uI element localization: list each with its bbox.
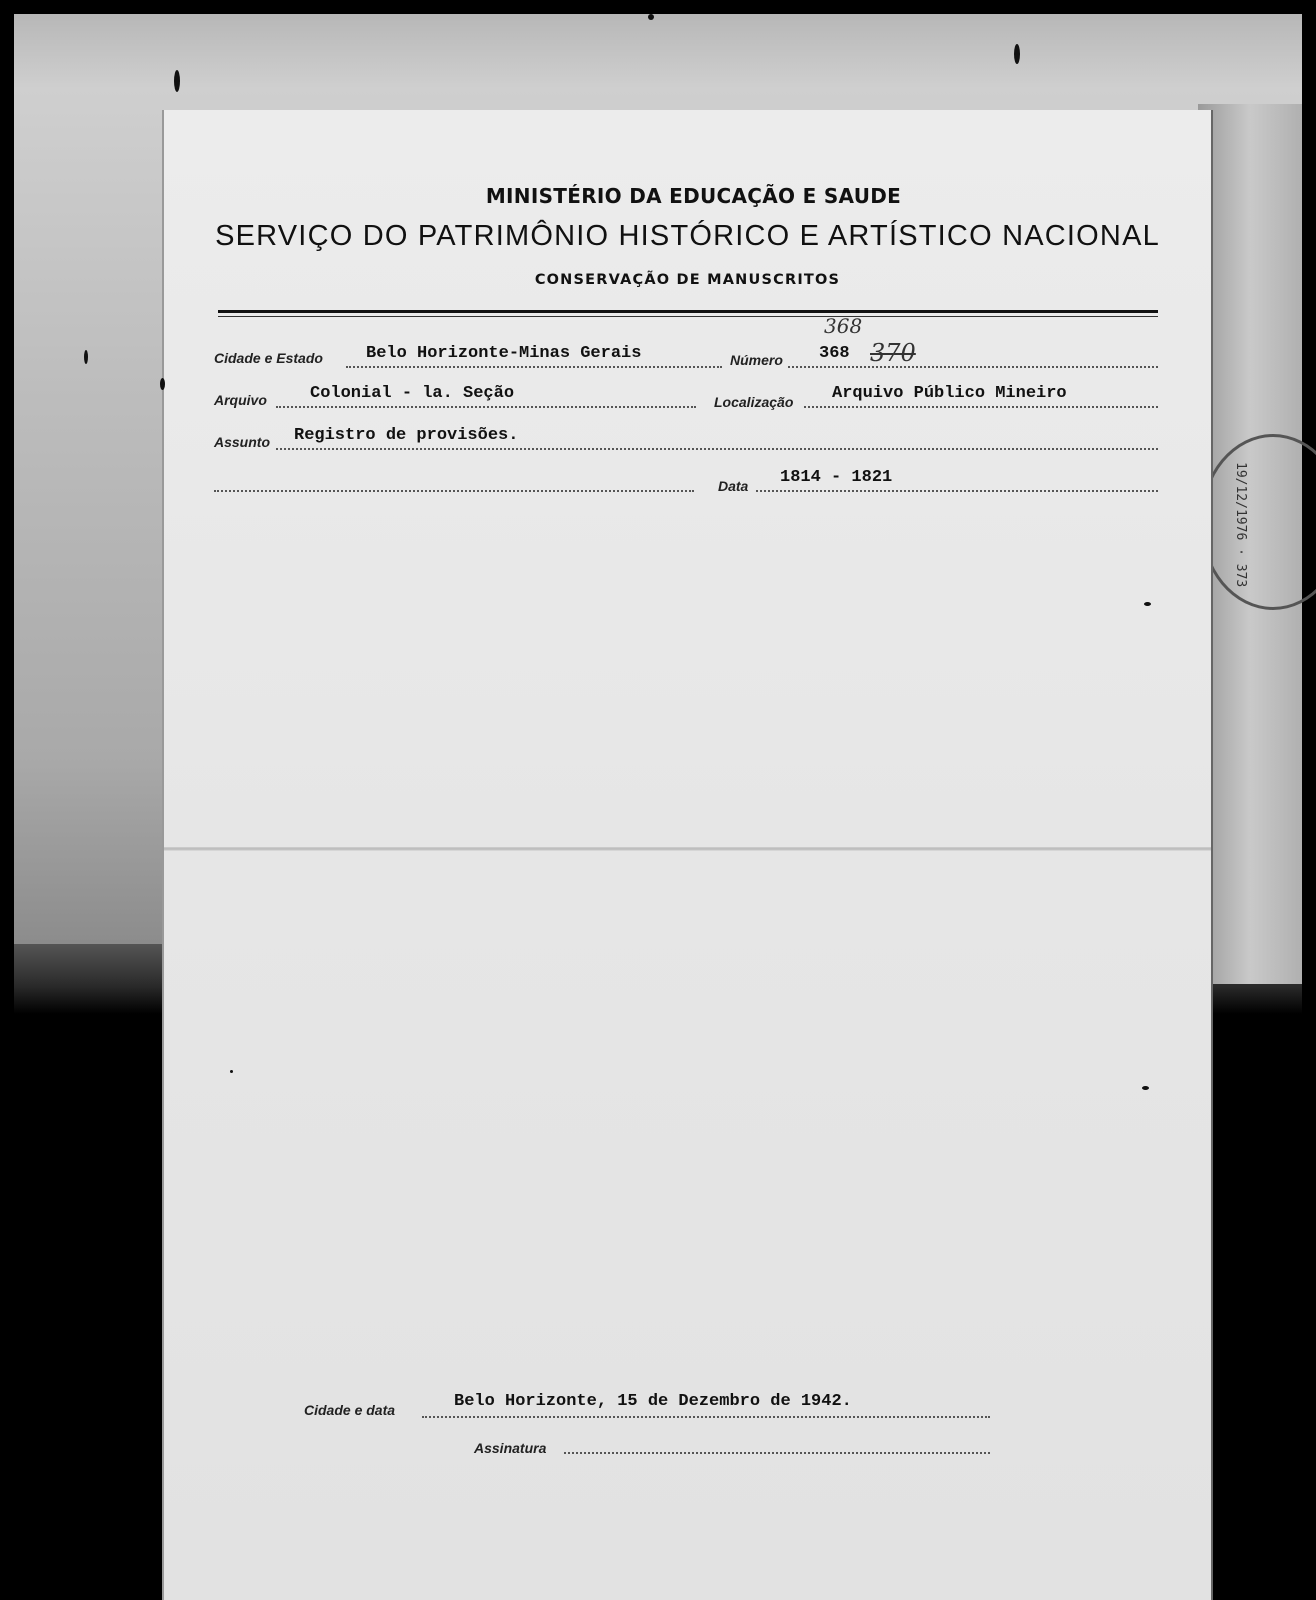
numero-handwritten-correction: 368 <box>824 314 863 338</box>
service-heading: SERVIÇO DO PATRIMÔNIO HISTÓRICO E ARTÍSTICO NACIONAL <box>215 220 1160 252</box>
mark <box>1144 602 1151 606</box>
numero-struck-value: 370 <box>870 339 916 367</box>
cidade-estado-line <box>346 366 722 368</box>
header-rule-thin <box>218 316 1158 317</box>
scan-background <box>14 14 1302 1586</box>
localizacao-line <box>804 406 1158 408</box>
numero-label: Número <box>730 352 783 368</box>
blank-line <box>214 490 694 492</box>
cidade-data-label: Cidade e data <box>304 1402 396 1418</box>
assinatura-label: Assinatura <box>474 1440 547 1456</box>
data-value: 1814 - 1821 <box>780 468 893 487</box>
stamp-text: 19/12/1976373 <box>1233 462 1248 588</box>
localizacao-label: Localização <box>714 394 794 410</box>
assunto-value: Registro de provisões. <box>294 426 519 445</box>
assunto-label: Assunto <box>214 434 270 450</box>
fold-line <box>164 847 1211 851</box>
numero-value: 368 <box>819 344 850 363</box>
arquivo-value: Colonial - la. Seção <box>310 384 515 403</box>
header-rule <box>218 310 1158 313</box>
mark <box>230 1070 233 1073</box>
arquivo-label: Arquivo <box>214 392 267 408</box>
cidade-estado-value: Belo Horizonte-Minas Gerais <box>366 344 642 363</box>
ministry-heading: MINISTÉRIO DA EDUCAÇÃO E SAUDE <box>485 184 902 208</box>
cidade-data-line <box>422 1416 990 1418</box>
assunto-line <box>276 448 1158 450</box>
mark <box>648 14 654 20</box>
arquivo-line <box>276 406 696 408</box>
localizacao-value: Arquivo Público Mineiro <box>832 384 1067 403</box>
numero-line <box>788 366 1158 368</box>
document-sheet <box>164 110 1211 1600</box>
mark <box>160 378 165 390</box>
mark <box>84 350 88 364</box>
data-line <box>756 490 1158 492</box>
cidade-estado-label: Cidade e Estado <box>214 350 323 366</box>
assinatura-line <box>564 1452 990 1454</box>
mark <box>174 70 180 92</box>
cidade-data-value: Belo Horizonte, 15 de Dezembro de 1942. <box>454 1392 852 1411</box>
mark <box>1014 44 1020 64</box>
data-label: Data <box>718 478 749 494</box>
mark <box>1142 1086 1149 1090</box>
department-heading: CONSERVAÇÃO DE MANUSCRITOS <box>534 272 841 288</box>
